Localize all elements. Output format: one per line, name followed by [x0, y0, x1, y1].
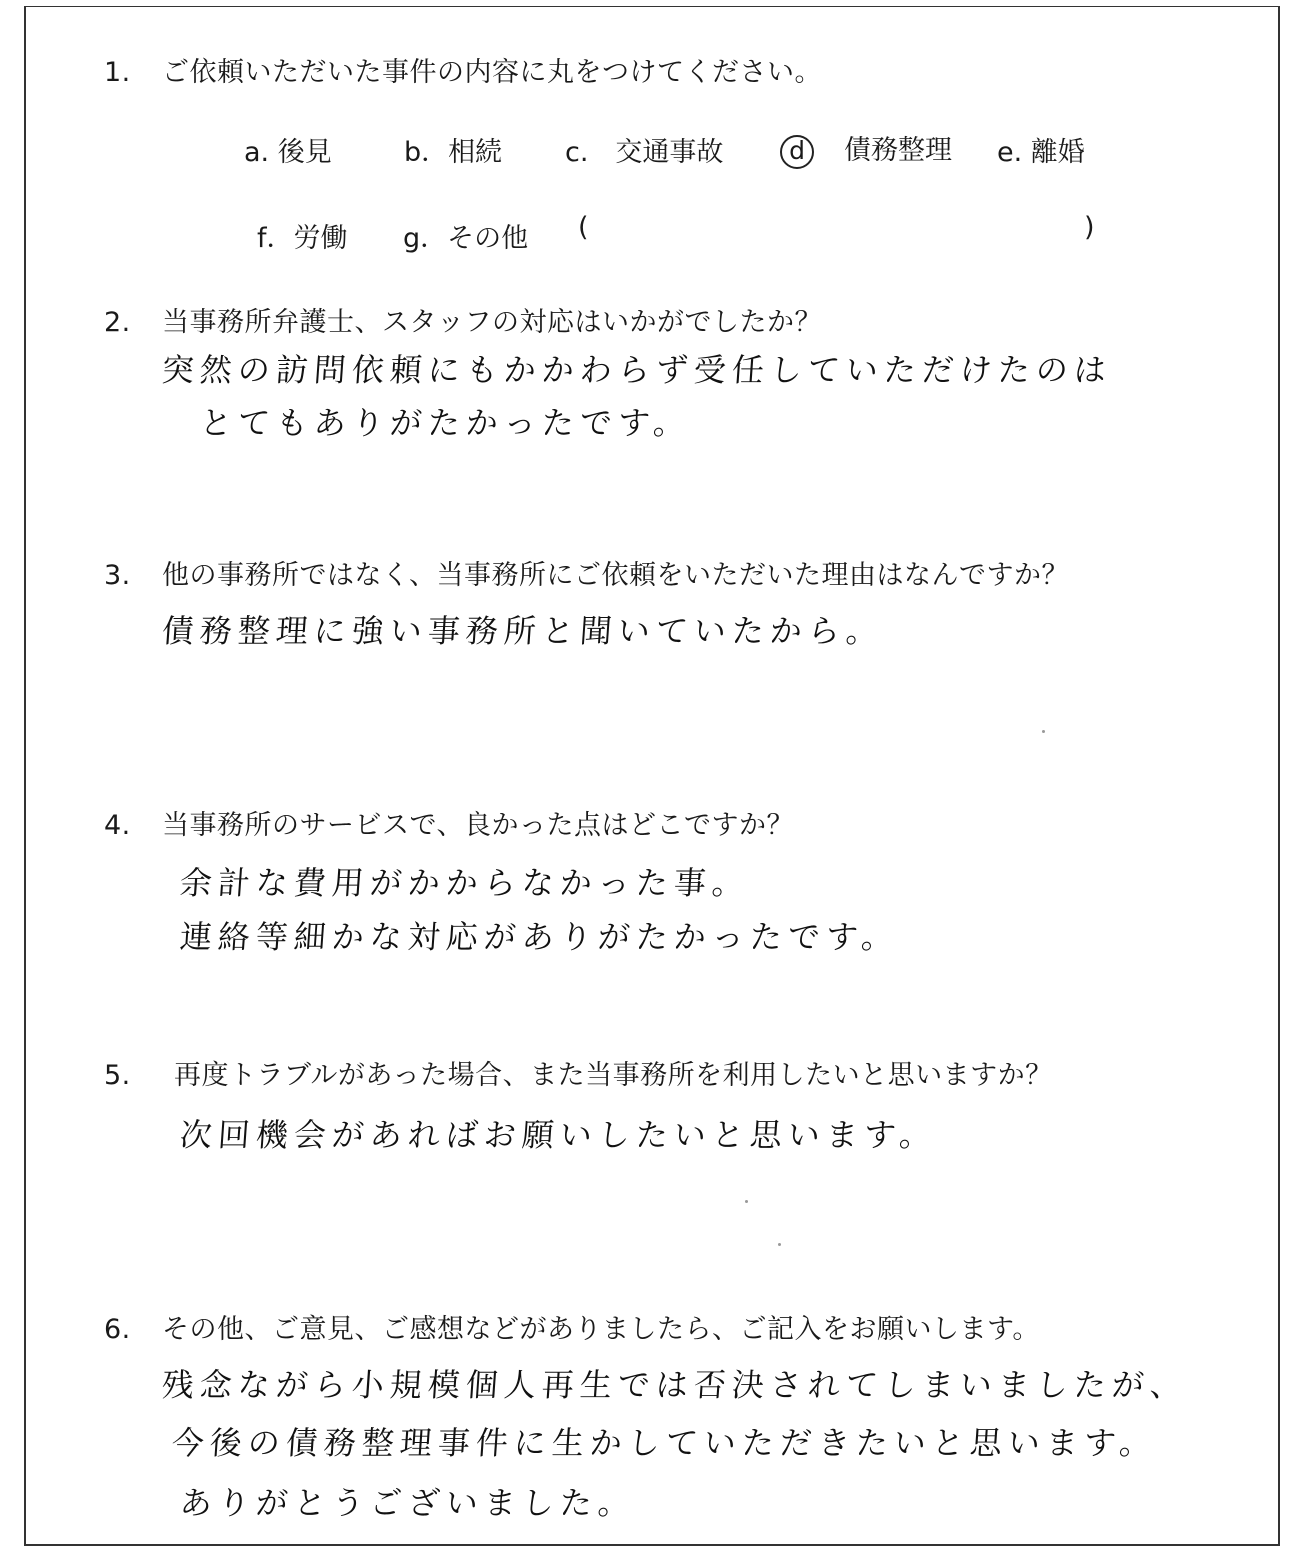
question-text: ご依頼いただいた事件の内容に丸をつけてください。 — [162, 57, 822, 88]
answer-2-line-2: とてもありがたかったです。 — [198, 404, 693, 442]
question-1 — [104, 50, 822, 89]
scan-speck — [1042, 730, 1045, 733]
question-number: 1. — [104, 57, 131, 88]
answer-4-line-2: 連絡等細かな対応がありがたかったです。 — [178, 918, 901, 956]
answer-6-line-2: 今後の債務整理事件に生かしていただきたいと思います。 — [170, 1424, 1159, 1462]
answer-4-line-1: 余計な費用がかからなかった事。 — [178, 864, 752, 902]
question-number: 4. — [104, 810, 131, 841]
other-close-paren: ) — [1084, 212, 1095, 243]
option-e[interactable]: e. 離婚 — [997, 137, 1085, 168]
question-text: 再度トラブルがあった場合、また当事務所を利用したいと思いますか？ — [174, 1060, 1053, 1091]
other-open-paren: ( — [578, 212, 589, 243]
option-d-selected[interactable] — [780, 128, 952, 169]
question-4 — [104, 803, 794, 842]
answer-6-line-1: 残念ながら小規模個人再生では否決されてしまいましたが、 — [160, 1366, 1190, 1404]
question-number: 5. — [104, 1060, 131, 1091]
answer-3-line-1: 債務整理に強い事務所と聞いていたから。 — [160, 612, 886, 650]
question-5 — [104, 1053, 1053, 1092]
question-number: 3. — [104, 560, 131, 591]
scan-speck — [745, 1200, 748, 1203]
option-g[interactable]: g．その他 — [403, 223, 529, 254]
answer-6-line-3: ありがとうございました。 — [178, 1484, 638, 1522]
selection-circle: d — [780, 135, 814, 169]
option-a[interactable]: a. 後見 — [244, 137, 332, 168]
option-f[interactable]: f．労働 — [257, 223, 348, 254]
option-d-label: 債務整理 — [844, 135, 952, 166]
answer-2-line-1: 突然の訪問依頼にもかかわらず受任していただけたのは — [160, 351, 1114, 389]
question-text: 他の事務所ではなく、当事務所にご依頼をいただいた理由はなんですか？ — [162, 560, 1069, 591]
question-2 — [104, 300, 822, 339]
question-text: 当事務所のサービスで、良かった点はどこですか？ — [162, 810, 794, 841]
question-text: その他、ご意見、ご感想などがありましたら、ご記入をお願いします。 — [162, 1314, 1040, 1345]
answer-5-line-1: 次回機会があればお願いしたいと思います。 — [178, 1116, 939, 1154]
question-text: 当事務所弁護士、スタッフの対応はいかがでしたか？ — [162, 307, 822, 338]
option-b[interactable]: b．相続 — [404, 137, 503, 168]
option-c[interactable]: c. 交通事故 — [565, 137, 724, 168]
question-number: 6. — [104, 1314, 131, 1345]
question-6 — [104, 1307, 1040, 1346]
scan-speck — [778, 1243, 781, 1246]
question-number: 2. — [104, 307, 131, 338]
question-3 — [104, 553, 1069, 592]
